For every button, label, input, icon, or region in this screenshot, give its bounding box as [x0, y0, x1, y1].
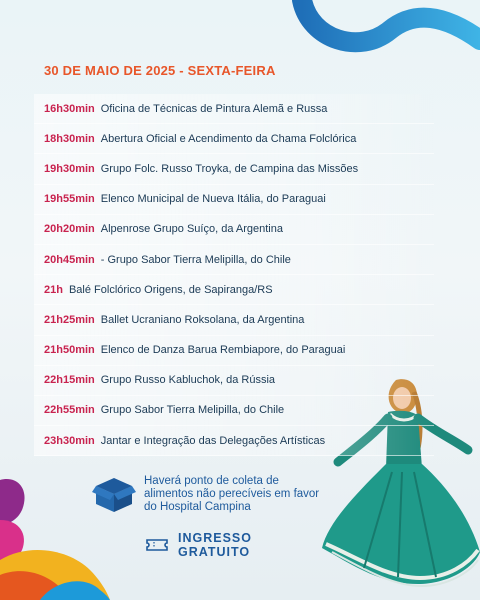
schedule-time: 18h30min: [44, 132, 95, 145]
schedule-activity: Elenco de Danza Barua Rembiapore, do Paraguai: [100, 344, 346, 357]
schedule-time: 20h45min: [44, 253, 95, 266]
schedule-activity: Elenco Municipal de Nueva Itália, do Paraguai: [100, 193, 326, 206]
schedule-list: [34, 94, 434, 456]
schedule-row: [34, 245, 434, 275]
schedule-activity: Balé Folclórico Origens, de Sapiranga/RS: [68, 283, 273, 296]
donation-note-text: Haverá ponto de coleta de alimentos não perecíveis em favor do Hospital Campina: [144, 474, 320, 513]
schedule-row: [34, 124, 434, 154]
schedule-time: 21h50min: [44, 344, 95, 357]
schedule-activity: Oficina de Técnicas de Pintura Alemã e Russa: [100, 102, 328, 115]
free-entry-text: [178, 531, 252, 559]
schedule-row: [34, 396, 434, 426]
schedule-activity: Jantar e Integração das Delegações Artísticas: [100, 434, 326, 447]
schedule-time: 19h55min: [44, 193, 95, 206]
schedule-row: [34, 426, 434, 456]
free-entry-badge: [146, 531, 252, 559]
schedule-row: [34, 94, 434, 124]
ticket-icon: [146, 537, 168, 553]
schedule-activity: Grupo Russo Kabluchok, da Rússia: [100, 374, 276, 387]
free-entry-line1: INGRESSO: [178, 531, 252, 545]
date-title: 30 DE MAIO DE 2025 - SEXTA-FEIRA: [44, 63, 276, 78]
top-swirl-decoration: [280, 0, 480, 70]
schedule-row: [34, 215, 434, 245]
schedule-activity: Grupo Sabor Tierra Melipilla, do Chile: [100, 404, 285, 417]
free-entry-line2: GRATUITO: [178, 545, 251, 559]
schedule-row: [34, 305, 434, 335]
schedule-activity: Ballet Ucraniano Roksolana, da Argentina: [100, 313, 305, 326]
schedule-time: 21h25min: [44, 313, 95, 326]
schedule-time: 22h55min: [44, 404, 95, 417]
schedule-activity: - Grupo Sabor Tierra Melipilla, do Chile: [100, 253, 291, 266]
schedule-time: 20h20min: [44, 223, 95, 236]
schedule-row: [34, 154, 434, 184]
donation-note: [92, 474, 324, 514]
schedule-time: 19h30min: [44, 162, 95, 175]
box-icon: [92, 474, 136, 514]
schedule-activity: Abertura Oficial e Acendimento da Chama Folclórica: [100, 132, 357, 145]
schedule-time: 22h15min: [44, 374, 95, 387]
schedule-row: [34, 336, 434, 366]
schedule-row: [34, 275, 434, 305]
schedule-row: [34, 366, 434, 396]
schedule-activity: Alpenrose Grupo Suíço, da Argentina: [100, 223, 283, 236]
schedule-time: 21h: [44, 283, 63, 296]
schedule-time: 23h30min: [44, 434, 95, 447]
schedule-row: [34, 185, 434, 215]
schedule-time: 16h30min: [44, 102, 95, 115]
schedule-activity: Grupo Folc. Russo Troyka, de Campina das Missões: [100, 162, 359, 175]
